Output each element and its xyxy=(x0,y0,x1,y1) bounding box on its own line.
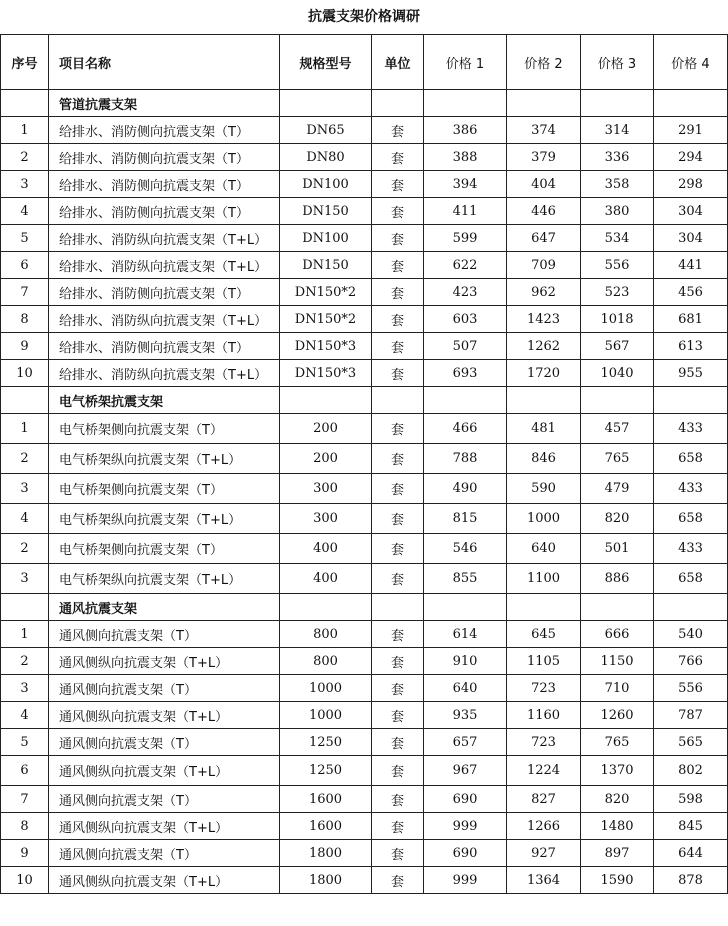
table-title: 抗震支架价格调研 xyxy=(308,9,420,25)
table-row xyxy=(1,813,728,840)
section-empty-cell xyxy=(654,90,728,117)
unit: 套 xyxy=(372,414,424,444)
row-index: 8 xyxy=(1,306,49,333)
spec: 1800 xyxy=(280,867,372,894)
price-3: 380 xyxy=(581,198,654,225)
row-index: 7 xyxy=(1,279,49,306)
price-2: 723 xyxy=(507,729,581,756)
item-name: 通风侧向抗震支架（T） xyxy=(49,786,280,813)
price-3: 534 xyxy=(581,225,654,252)
item-name: 电气桥架纵向抗震支架（T+L） xyxy=(49,444,280,474)
header-price-2: 价格 2 xyxy=(507,35,581,90)
price-1: 599 xyxy=(424,225,507,252)
price-4: 787 xyxy=(654,702,728,729)
section-title: 通风抗震支架 xyxy=(49,594,280,621)
price-1: 967 xyxy=(424,756,507,786)
price-1: 657 xyxy=(424,729,507,756)
spec: 300 xyxy=(280,504,372,534)
row-index: 2 xyxy=(1,534,49,564)
price-table xyxy=(0,34,728,894)
header-item-name: 项目名称 xyxy=(49,35,280,90)
item-name: 通风侧向抗震支架（T） xyxy=(49,729,280,756)
price-3: 457 xyxy=(581,414,654,444)
item-name: 电气桥架侧向抗震支架（T） xyxy=(49,534,280,564)
section-title: 电气桥架抗震支架 xyxy=(49,387,280,414)
price-1: 546 xyxy=(424,534,507,564)
spec: 1250 xyxy=(280,729,372,756)
price-3: 710 xyxy=(581,675,654,702)
item-name: 通风侧向抗震支架（T） xyxy=(49,675,280,702)
table-row xyxy=(1,504,728,534)
header-price-3: 价格 3 xyxy=(581,35,654,90)
price-4: 565 xyxy=(654,729,728,756)
spec: 1600 xyxy=(280,813,372,840)
section-empty-cell xyxy=(424,594,507,621)
price-3: 765 xyxy=(581,444,654,474)
item-name: 通风侧纵向抗震支架（T+L） xyxy=(49,813,280,840)
table-row xyxy=(1,279,728,306)
table-row xyxy=(1,252,728,279)
price-1: 935 xyxy=(424,702,507,729)
price-2: 1105 xyxy=(507,648,581,675)
spec: 400 xyxy=(280,564,372,594)
unit: 套 xyxy=(372,252,424,279)
row-index: 1 xyxy=(1,414,49,444)
table-row xyxy=(1,786,728,813)
table-row xyxy=(1,702,728,729)
row-index: 4 xyxy=(1,702,49,729)
item-name: 给排水、消防侧向抗震支架（T） xyxy=(49,117,280,144)
price-2: 1000 xyxy=(507,504,581,534)
row-index: 4 xyxy=(1,504,49,534)
row-index: 6 xyxy=(1,756,49,786)
price-1: 411 xyxy=(424,198,507,225)
price-4: 598 xyxy=(654,786,728,813)
table-row xyxy=(1,225,728,252)
table-body xyxy=(1,90,728,894)
price-3: 1260 xyxy=(581,702,654,729)
table-row xyxy=(1,198,728,225)
price-2: 1423 xyxy=(507,306,581,333)
price-4: 681 xyxy=(654,306,728,333)
item-name: 给排水、消防侧向抗震支架（T） xyxy=(49,333,280,360)
price-3: 1370 xyxy=(581,756,654,786)
unit: 套 xyxy=(372,117,424,144)
price-3: 501 xyxy=(581,534,654,564)
section-empty-cell xyxy=(507,387,581,414)
table-row xyxy=(1,756,728,786)
price-4: 298 xyxy=(654,171,728,198)
price-2: 379 xyxy=(507,144,581,171)
section-row xyxy=(1,387,728,414)
price-4: 878 xyxy=(654,867,728,894)
price-2: 723 xyxy=(507,675,581,702)
unit: 套 xyxy=(372,474,424,504)
table-row xyxy=(1,414,728,444)
header-row xyxy=(1,35,728,90)
price-4: 845 xyxy=(654,813,728,840)
section-index-cell xyxy=(1,387,49,414)
unit: 套 xyxy=(372,279,424,306)
price-1: 614 xyxy=(424,621,507,648)
price-2: 1720 xyxy=(507,360,581,387)
table-row xyxy=(1,333,728,360)
table-row xyxy=(1,867,728,894)
price-1: 386 xyxy=(424,117,507,144)
price-3: 1018 xyxy=(581,306,654,333)
row-index: 6 xyxy=(1,252,49,279)
price-4: 291 xyxy=(654,117,728,144)
price-4: 556 xyxy=(654,675,728,702)
price-3: 523 xyxy=(581,279,654,306)
spec: 200 xyxy=(280,444,372,474)
unit: 套 xyxy=(372,786,424,813)
spec: DN150*3 xyxy=(280,333,372,360)
row-index: 3 xyxy=(1,474,49,504)
unit: 套 xyxy=(372,444,424,474)
item-name: 给排水、消防侧向抗震支架（T） xyxy=(49,144,280,171)
header-price-4: 价格 4 xyxy=(654,35,728,90)
unit: 套 xyxy=(372,840,424,867)
price-2: 1266 xyxy=(507,813,581,840)
item-name: 给排水、消防侧向抗震支架（T） xyxy=(49,279,280,306)
item-name: 通风侧向抗震支架（T） xyxy=(49,621,280,648)
unit: 套 xyxy=(372,564,424,594)
price-4: 456 xyxy=(654,279,728,306)
price-4: 658 xyxy=(654,564,728,594)
price-3: 1480 xyxy=(581,813,654,840)
price-4: 294 xyxy=(654,144,728,171)
spec: 800 xyxy=(280,648,372,675)
unit: 套 xyxy=(372,675,424,702)
unit: 套 xyxy=(372,702,424,729)
unit: 套 xyxy=(372,729,424,756)
price-1: 603 xyxy=(424,306,507,333)
section-empty-cell xyxy=(280,594,372,621)
section-empty-cell xyxy=(654,594,728,621)
price-3: 765 xyxy=(581,729,654,756)
section-empty-cell xyxy=(424,387,507,414)
unit: 套 xyxy=(372,813,424,840)
spec: 1000 xyxy=(280,675,372,702)
row-index: 1 xyxy=(1,117,49,144)
header-index: 序号 xyxy=(1,35,49,90)
spec: 1600 xyxy=(280,786,372,813)
price-4: 658 xyxy=(654,444,728,474)
unit: 套 xyxy=(372,621,424,648)
unit: 套 xyxy=(372,360,424,387)
section-empty-cell xyxy=(372,594,424,621)
table-row xyxy=(1,360,728,387)
price-3: 666 xyxy=(581,621,654,648)
section-index-cell xyxy=(1,594,49,621)
section-empty-cell xyxy=(581,387,654,414)
section-empty-cell xyxy=(581,90,654,117)
price-3: 820 xyxy=(581,786,654,813)
item-name: 给排水、消防纵向抗震支架（T+L） xyxy=(49,225,280,252)
table-row xyxy=(1,621,728,648)
price-3: 358 xyxy=(581,171,654,198)
price-3: 897 xyxy=(581,840,654,867)
price-2: 645 xyxy=(507,621,581,648)
price-1: 788 xyxy=(424,444,507,474)
price-2: 374 xyxy=(507,117,581,144)
price-4: 658 xyxy=(654,504,728,534)
price-4: 540 xyxy=(654,621,728,648)
section-empty-cell xyxy=(424,90,507,117)
header-price-1: 价格 1 xyxy=(424,35,507,90)
row-index: 5 xyxy=(1,225,49,252)
price-4: 613 xyxy=(654,333,728,360)
row-index: 3 xyxy=(1,564,49,594)
price-4: 441 xyxy=(654,252,728,279)
row-index: 8 xyxy=(1,813,49,840)
price-2: 846 xyxy=(507,444,581,474)
unit: 套 xyxy=(372,867,424,894)
section-empty-cell xyxy=(280,90,372,117)
row-index: 3 xyxy=(1,171,49,198)
price-2: 927 xyxy=(507,840,581,867)
price-1: 622 xyxy=(424,252,507,279)
table-row xyxy=(1,840,728,867)
price-2: 1364 xyxy=(507,867,581,894)
spec: 1800 xyxy=(280,840,372,867)
table-row xyxy=(1,171,728,198)
spec: 1000 xyxy=(280,702,372,729)
spec: DN150*3 xyxy=(280,360,372,387)
item-name: 通风侧向抗震支架（T） xyxy=(49,840,280,867)
spec: 200 xyxy=(280,414,372,444)
price-3: 314 xyxy=(581,117,654,144)
unit: 套 xyxy=(372,198,424,225)
price-1: 690 xyxy=(424,786,507,813)
price-2: 647 xyxy=(507,225,581,252)
item-name: 通风侧纵向抗震支架（T+L） xyxy=(49,756,280,786)
row-index: 10 xyxy=(1,867,49,894)
table-row xyxy=(1,729,728,756)
section-empty-cell xyxy=(372,387,424,414)
price-2: 827 xyxy=(507,786,581,813)
price-4: 766 xyxy=(654,648,728,675)
price-2: 481 xyxy=(507,414,581,444)
table-row xyxy=(1,534,728,564)
header-unit: 单位 xyxy=(372,35,424,90)
item-name: 给排水、消防纵向抗震支架（T+L） xyxy=(49,306,280,333)
price-1: 855 xyxy=(424,564,507,594)
unit: 套 xyxy=(372,171,424,198)
spec: DN80 xyxy=(280,144,372,171)
price-2: 640 xyxy=(507,534,581,564)
row-index: 7 xyxy=(1,786,49,813)
price-3: 1040 xyxy=(581,360,654,387)
unit: 套 xyxy=(372,333,424,360)
spec: DN65 xyxy=(280,117,372,144)
price-1: 999 xyxy=(424,813,507,840)
header-spec: 规格型号 xyxy=(280,35,372,90)
unit: 套 xyxy=(372,504,424,534)
price-1: 490 xyxy=(424,474,507,504)
price-1: 815 xyxy=(424,504,507,534)
row-index: 5 xyxy=(1,729,49,756)
unit: 套 xyxy=(372,306,424,333)
item-name: 电气桥架纵向抗震支架（T+L） xyxy=(49,564,280,594)
price-3: 1590 xyxy=(581,867,654,894)
section-row xyxy=(1,594,728,621)
row-index: 2 xyxy=(1,144,49,171)
section-index-cell xyxy=(1,90,49,117)
spec: DN150*2 xyxy=(280,306,372,333)
section-title: 管道抗震支架 xyxy=(49,90,280,117)
table-row xyxy=(1,648,728,675)
item-name: 通风侧纵向抗震支架（T+L） xyxy=(49,648,280,675)
table-row xyxy=(1,306,728,333)
item-name: 给排水、消防侧向抗震支架（T） xyxy=(49,198,280,225)
item-name: 电气桥架侧向抗震支架（T） xyxy=(49,474,280,504)
section-empty-cell xyxy=(654,387,728,414)
spec: DN100 xyxy=(280,171,372,198)
unit: 套 xyxy=(372,144,424,171)
item-name: 通风侧纵向抗震支架（T+L） xyxy=(49,702,280,729)
price-1: 466 xyxy=(424,414,507,444)
price-2: 962 xyxy=(507,279,581,306)
spec: 400 xyxy=(280,534,372,564)
price-4: 955 xyxy=(654,360,728,387)
row-index: 2 xyxy=(1,648,49,675)
unit: 套 xyxy=(372,648,424,675)
spec: DN150 xyxy=(280,198,372,225)
price-2: 1160 xyxy=(507,702,581,729)
table-row xyxy=(1,144,728,171)
section-empty-cell xyxy=(507,90,581,117)
row-index: 2 xyxy=(1,444,49,474)
table-row xyxy=(1,474,728,504)
price-2: 590 xyxy=(507,474,581,504)
section-row xyxy=(1,90,728,117)
price-3: 820 xyxy=(581,504,654,534)
price-1: 507 xyxy=(424,333,507,360)
spec: DN150*2 xyxy=(280,279,372,306)
section-empty-cell xyxy=(372,90,424,117)
price-1: 999 xyxy=(424,867,507,894)
row-index: 3 xyxy=(1,675,49,702)
row-index: 10 xyxy=(1,360,49,387)
table-row xyxy=(1,117,728,144)
price-3: 886 xyxy=(581,564,654,594)
unit: 套 xyxy=(372,756,424,786)
unit: 套 xyxy=(372,225,424,252)
row-index: 9 xyxy=(1,333,49,360)
price-2: 1100 xyxy=(507,564,581,594)
item-name: 给排水、消防纵向抗震支架（T+L） xyxy=(49,360,280,387)
table-row xyxy=(1,564,728,594)
price-1: 423 xyxy=(424,279,507,306)
spec: DN100 xyxy=(280,225,372,252)
price-3: 336 xyxy=(581,144,654,171)
price-1: 388 xyxy=(424,144,507,171)
item-name: 给排水、消防纵向抗震支架（T+L） xyxy=(49,252,280,279)
price-2: 404 xyxy=(507,171,581,198)
price-4: 304 xyxy=(654,198,728,225)
row-index: 9 xyxy=(1,840,49,867)
item-name: 电气桥架侧向抗震支架（T） xyxy=(49,414,280,444)
price-4: 304 xyxy=(654,225,728,252)
price-2: 709 xyxy=(507,252,581,279)
price-4: 433 xyxy=(654,414,728,444)
section-empty-cell xyxy=(507,594,581,621)
price-1: 693 xyxy=(424,360,507,387)
price-1: 394 xyxy=(424,171,507,198)
item-name: 给排水、消防侧向抗震支架（T） xyxy=(49,171,280,198)
price-2: 446 xyxy=(507,198,581,225)
price-3: 479 xyxy=(581,474,654,504)
price-4: 433 xyxy=(654,534,728,564)
section-empty-cell xyxy=(581,594,654,621)
price-4: 433 xyxy=(654,474,728,504)
price-3: 567 xyxy=(581,333,654,360)
table-row xyxy=(1,675,728,702)
spec: 300 xyxy=(280,474,372,504)
price-3: 556 xyxy=(581,252,654,279)
price-4: 802 xyxy=(654,756,728,786)
item-name: 通风侧纵向抗震支架（T+L） xyxy=(49,867,280,894)
spec: 1250 xyxy=(280,756,372,786)
item-name: 电气桥架纵向抗震支架（T+L） xyxy=(49,504,280,534)
unit: 套 xyxy=(372,534,424,564)
table-row xyxy=(1,444,728,474)
price-2: 1224 xyxy=(507,756,581,786)
price-1: 910 xyxy=(424,648,507,675)
row-index: 1 xyxy=(1,621,49,648)
price-1: 690 xyxy=(424,840,507,867)
spec: DN150 xyxy=(280,252,372,279)
price-3: 1150 xyxy=(581,648,654,675)
spec: 800 xyxy=(280,621,372,648)
price-4: 644 xyxy=(654,840,728,867)
section-empty-cell xyxy=(280,387,372,414)
price-2: 1262 xyxy=(507,333,581,360)
price-1: 640 xyxy=(424,675,507,702)
row-index: 4 xyxy=(1,198,49,225)
